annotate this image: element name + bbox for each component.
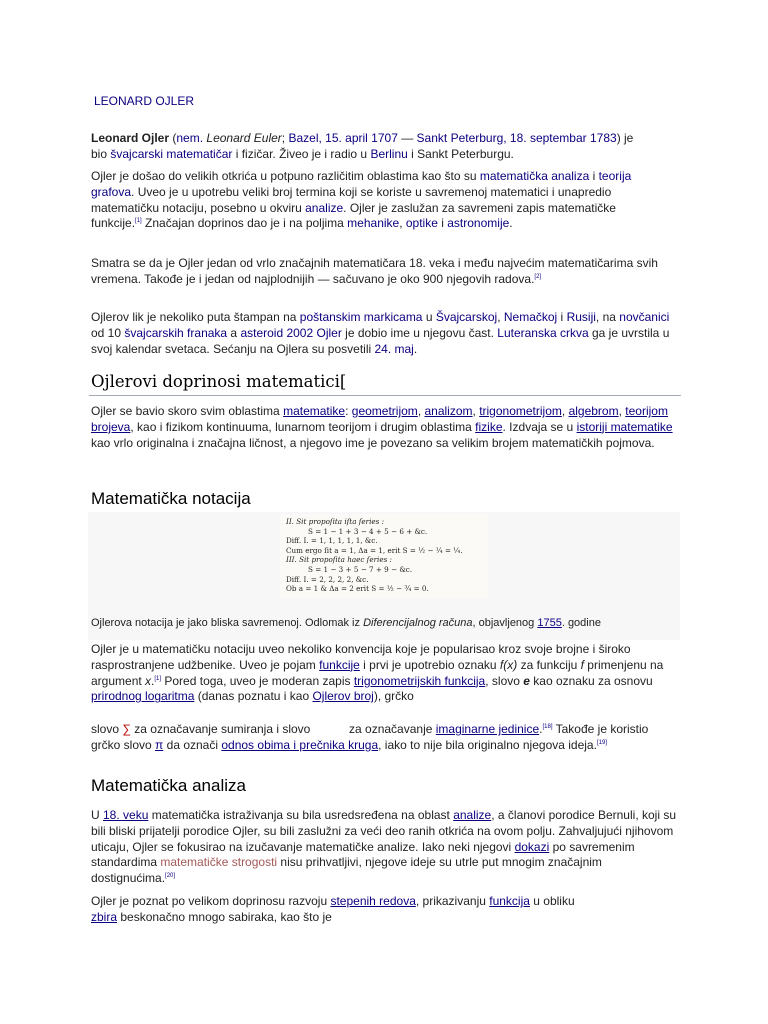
link-trigonometry[interactable]: trigonometrijom: [479, 404, 562, 418]
text: ,: [399, 216, 406, 231]
text: za funkciju: [517, 657, 581, 672]
fig-line: S = 1 − 3 + 5 − 7 + 9 − &c.: [308, 564, 413, 574]
link-may-24[interactable]: 24. maj: [374, 341, 414, 356]
section-heading-contributions: Ojlerovi doprinosi matematici[: [91, 372, 347, 391]
text: da označi: [163, 737, 222, 752]
link-russia[interactable]: Rusiji: [566, 310, 596, 324]
link-mechanics[interactable]: mehanike: [347, 216, 400, 231]
text: Značajan doprinos dao je i na poljima: [141, 216, 348, 231]
text: . Izdvaja se u: [502, 419, 577, 434]
text: beskonačno mnogo sabiraka, kao što je: [117, 909, 332, 924]
link-physics[interactable]: fizike: [475, 419, 503, 434]
text: a: [227, 325, 241, 340]
text: ) je bio: [91, 131, 634, 161]
x-var: x: [145, 673, 152, 688]
text: za označavanje: [345, 722, 436, 736]
link-algebra[interactable]: algebrom: [568, 404, 619, 418]
link-analize-2[interactable]: analize: [453, 808, 492, 822]
ref-1b[interactable]: [1]: [154, 675, 162, 682]
link-nationality[interactable]: švajcarski matematičar: [110, 146, 233, 161]
link-geometry[interactable]: geometrijom: [351, 404, 418, 418]
text: Takođe je koristio grčko slovo: [91, 722, 649, 752]
link-analize[interactable]: analize: [305, 200, 344, 215]
text: i: [437, 216, 448, 231]
link-analysis[interactable]: matematička analiza: [479, 169, 590, 183]
fig-line: Diff. I. = 1, 1, 1, 1, 1, &c.: [286, 536, 378, 546]
ref-20[interactable]: [20]: [165, 873, 176, 880]
e-letter: e: [523, 673, 530, 688]
ref-1[interactable]: [1]: [135, 218, 142, 225]
text: Ojler se bavio skoro svim oblastima: [91, 404, 284, 418]
link-euler-number[interactable]: Ojlerov broj: [312, 689, 374, 704]
text: ,: [417, 404, 425, 418]
text: .: [509, 216, 513, 231]
text: Ojlerova notacija je jako bliska savremenoj. Odlomak iz: [91, 617, 364, 629]
article-title: LEONARD OJLER: [94, 94, 195, 108]
text: , a članovi porodice Bernuli, koji su bili bliski prijatelji porodice Ojler, su bili zaslužni za veći deo ranih otkrića na ovom polju. Zahvaljujući njihovom uticaju, Ojler se fokusirao na izučavanje matematičke analize. Iako neki njegovi: [91, 808, 676, 854]
paragraph-analysis: [91, 808, 676, 887]
text: ;: [281, 131, 289, 145]
text: U: [91, 808, 103, 822]
ref-18[interactable]: [18]: [542, 724, 553, 730]
fig-line: Cum ergo ſit a = 1, Δa = 1, erit S = ½ − ¼ = ¼.: [286, 545, 463, 555]
paragraph-notation-2: [91, 722, 676, 754]
link-asteroid[interactable]: asteroid 2002 Ojler: [240, 325, 342, 340]
text: Ojlerov lik je nekoliko puta štampan na: [91, 310, 300, 324]
link-francs[interactable]: švajcarskih franaka: [124, 325, 228, 340]
paragraph-discoveries: [91, 169, 651, 232]
text: u: [422, 310, 436, 324]
link-german[interactable]: nem.: [176, 131, 204, 145]
text: .: [413, 341, 418, 356]
paragraph-importance: [91, 256, 671, 288]
text: i fizičar. Živeo je i radio u: [232, 146, 371, 161]
link-berlin[interactable]: Berlinu: [370, 146, 408, 161]
fig-line: Ob a = 1 & Δa = 2 erit S = ½ − ¾ = 0.: [286, 584, 429, 594]
link-trig-functions[interactable]: trigonometrijskih funkcija: [353, 673, 486, 688]
link-graph-theory[interactable]: teorija grafova: [91, 169, 632, 199]
text: i prvi je upotrebio oznaku: [359, 657, 500, 672]
heading-analysis-b: iza: [224, 776, 246, 795]
link-pi[interactable]: π: [155, 737, 164, 752]
text: je dobio ime u njegovu čast.: [341, 325, 498, 340]
text: Ojler je došao do velikih otkrića u potpuno različitim oblastima kao što su: [91, 169, 480, 183]
text: kao vrlo originalna i značajna ličnost, a njegovo ime je povezano sa velikim brojem matematičkih pojmova.: [91, 435, 655, 450]
link-1755[interactable]: 1755: [537, 617, 562, 629]
text: od 10: [91, 325, 125, 340]
text: —: [397, 131, 417, 145]
paragraph-contributions: [91, 404, 676, 451]
text: kao oznaku za osnovu: [529, 673, 653, 688]
fig-line: II. Sit propoſita iſta ſeries :: [286, 517, 385, 526]
ref-19[interactable]: [19]: [596, 739, 607, 746]
text: . godine: [561, 617, 601, 629]
link-optics[interactable]: optike: [405, 216, 438, 231]
text: i: [557, 310, 567, 324]
f-var: f: [580, 657, 584, 672]
link-banknote[interactable]: novčanici: [619, 310, 670, 324]
text: u obliku: [529, 894, 575, 908]
german-name: Leonard Euler: [206, 131, 282, 145]
link-18th-century[interactable]: 18. veku: [103, 808, 149, 822]
paragraph-series: [91, 894, 591, 926]
link-sigma[interactable]: ∑: [122, 722, 131, 736]
link-sum[interactable]: zbira: [91, 909, 118, 924]
text: ), grčko: [373, 689, 414, 704]
heading-analysis-a: Matematička anal: [91, 776, 225, 795]
text: .: [151, 673, 155, 688]
text: , slovo: [485, 673, 524, 688]
figure-image-euler-notation: [280, 514, 488, 598]
link-functions[interactable]: funkcija: [489, 894, 530, 908]
link-stamps[interactable]: poštanskim markicama: [299, 310, 423, 324]
fig-line: Diff. I. = 2, 2, 2, 2, &c.: [286, 574, 369, 584]
text: . Uveo je u upotrebu veliki broj termina koji se koriste u savremenoj matematici i unapredio matematičku notaciju, posebno u okviru: [91, 184, 612, 215]
figure-caption: [91, 616, 676, 632]
link-germany[interactable]: Nemačkoj: [503, 310, 558, 324]
text: . Ojler je zaslužan za savremeni zapis matematičke funkcije.: [91, 200, 616, 231]
text: matematička istraživanja su bila usredsređena na oblast: [148, 808, 454, 822]
heading-divider: [89, 395, 681, 396]
link-death[interactable]: Sankt Peterburg, 18. septembar 1783: [416, 131, 617, 145]
link-power-series[interactable]: stepenih redova: [330, 894, 416, 908]
text: Ojler je u matematičku notaciju uveo nekoliko konvencija koje je popularisao kroz svoje brojne i široko rasprostranjene udžbenike. Uveo je pojam: [91, 642, 631, 672]
paragraph-notation: [91, 642, 676, 705]
link-switzerland[interactable]: Švajcarskoj: [435, 310, 498, 324]
text: ,: [618, 404, 626, 418]
text: ga je uvrstila u svoj kalendar svetaca. Sećanju na Ojlera su posvetili: [91, 325, 670, 356]
fx-notation: f(x): [499, 657, 518, 672]
ref-2[interactable]: [2]: [534, 273, 542, 280]
text: za označavanje sumiranja i slovo: [130, 722, 314, 736]
text: ,: [472, 404, 480, 418]
caption-italic: Diferencijalnog računa: [363, 617, 473, 629]
paragraph-honors: [91, 310, 676, 357]
text: nisu prihvatljivi, njegove ideje su utrle put mnogim značajnim dostignućima.: [91, 855, 602, 886]
link-proofs[interactable]: dokazi: [514, 839, 550, 854]
text: , iako to nije bila originalno njegova ideja.: [378, 737, 597, 752]
heading-analysis: [91, 776, 246, 796]
fig-line: S = 1 − 1 + 3 − 4 + 5 − 6 + &c.: [308, 526, 428, 536]
text: , na: [595, 310, 620, 324]
text: Smatra se da je Ojler jedan od vrlo značajnih matematičara 18. veka i među najvećim matematičarima svih vremena. Takođe je i jedan od najplodnijih — sačuvano je oko 900 njegovih radova.: [91, 256, 658, 286]
text: primenjenu na argument: [91, 657, 664, 688]
text: i Sankt Peterburgu.: [407, 146, 514, 161]
link-mathematics[interactable]: matematike: [283, 404, 346, 418]
link-circle-ratio[interactable]: odnos obima i prečnika kruga: [221, 737, 379, 752]
link-analysis-2[interactable]: analizom: [424, 404, 473, 418]
text: (danas poznatu i kao: [194, 689, 313, 704]
text: slovo: [91, 722, 123, 736]
text: Ojler je poznat po velikom doprinosu razvoju: [91, 894, 331, 908]
text: Pored toga, uveo je moderan zapis: [161, 673, 354, 688]
text: ,: [561, 404, 569, 418]
text: :: [345, 404, 352, 418]
text: , objavljenog: [472, 617, 538, 629]
text: ,: [497, 310, 504, 324]
link-number-theory[interactable]: teorijom brojeva: [91, 404, 668, 434]
text: , prikazivanju: [415, 894, 490, 908]
text: i: [589, 169, 599, 183]
link-function[interactable]: funkcije: [319, 657, 360, 672]
bold-name: Leonard Ojler: [91, 131, 170, 145]
link-natural-log[interactable]: prirodnog logaritma: [91, 689, 195, 704]
text: po savremenim standardima: [91, 839, 635, 870]
intro-paragraph: [91, 131, 651, 163]
link-rigor[interactable]: matematičke strogosti: [160, 855, 278, 870]
text: , kao i fizikom kontinuuma, lunarnom teorijom i drugim oblastima: [130, 419, 476, 434]
text: .: [539, 722, 543, 736]
link-lutheran-church[interactable]: Luteranska crkva: [497, 325, 589, 340]
link-birth[interactable]: Bazel, 15. april 1707: [288, 131, 398, 145]
link-history-math[interactable]: istoriji matematike: [576, 419, 673, 434]
text: (: [169, 131, 177, 145]
link-imaginary-unit[interactable]: imaginarne jedinice: [435, 722, 540, 736]
heading-notation: Matematička notacija: [91, 489, 251, 508]
fig-line: III. Sit propoſita haec ſeries :: [286, 555, 392, 565]
link-astronomy[interactable]: astronomije: [447, 216, 510, 231]
